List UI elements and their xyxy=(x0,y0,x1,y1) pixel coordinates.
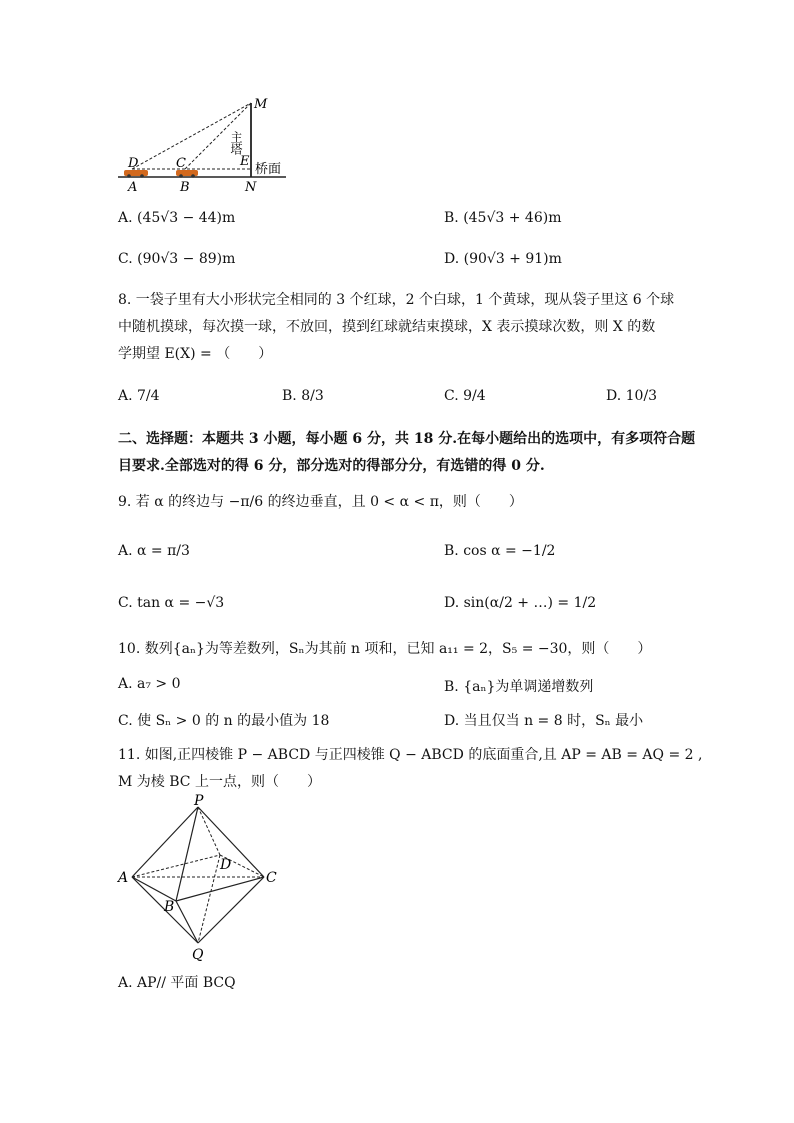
q8-option-b: B. 8/3 xyxy=(282,388,324,404)
label-tower: 主塔 xyxy=(229,131,243,155)
q10-option-b: B. {aₙ}为单调递增数列 xyxy=(444,679,594,695)
q9-option-c: C. tan α = −√3 xyxy=(118,595,225,611)
q10-option-c: C. 使 Sₙ > 0 的 n 的最小值为 18 xyxy=(118,713,330,729)
q10-stem: 10. 数列{aₙ}为等差数列，Sₙ为其前 n 项和，已知 a₁₁ = 2，S₅ = −30，则（ ） xyxy=(118,641,652,657)
q9-option-a: A. α = π/3 xyxy=(118,543,190,559)
q10-option-d: D. 当且仅当 n = 8 时，Sₙ 最小 xyxy=(444,713,644,729)
label-B: B xyxy=(164,899,175,915)
q8-option-a: A. 7/4 xyxy=(118,388,160,404)
q7-option-b: B. (45√3 + 46)m xyxy=(444,210,562,226)
q8-line-2: 中随机摸球，每次摸一球，不放回，摸到红球就结束摸球，X 表示摸球次数，则 X 的数 xyxy=(118,319,656,335)
q9-option-b: B. cos α = −1/2 xyxy=(444,543,556,559)
section-2-header-line-2: 目要求.全部选对的得 6 分，部分选对的得部分分，有选错的得 0 分. xyxy=(118,458,545,474)
q11-line-2: M 为棱 BC 上一点，则（ ） xyxy=(118,774,321,790)
q8-line-1: 8. 一袋子里有大小形状完全相同的 3 个红球，2 个白球，1 个黄球，现从袋子里这 6 个球 xyxy=(118,292,675,308)
bridge-tower-figure xyxy=(112,95,292,195)
q7-option-a: A. (45√3 − 44)m xyxy=(118,210,236,226)
label-C: C xyxy=(176,156,186,171)
label-B: B xyxy=(180,180,190,195)
label-M: M xyxy=(254,97,268,112)
label-A: A xyxy=(118,870,129,886)
label-C: C xyxy=(266,870,277,886)
q7-option-c: C. (90√3 − 89)m xyxy=(118,251,236,267)
label-bridge: 桥面 xyxy=(255,162,282,177)
section-2-header-line-1: 二、选择题：本题共 3 小题，每小题 6 分，共 18 分.在每小题给出的选项中，有多项符合题 xyxy=(118,431,696,447)
octahedron-figure xyxy=(112,793,292,965)
label-P: P xyxy=(194,793,204,809)
q8-option-d: D. 10/3 xyxy=(606,388,658,404)
q8-line-3: 学期望 E(X) = （ ） xyxy=(118,346,273,362)
label-D: D xyxy=(220,857,232,873)
q10-option-a: A. a₇ > 0 xyxy=(118,676,181,692)
label-A: A xyxy=(128,180,138,195)
q11-line-1: 11. 如图,正四棱锥 P − ABCD 与正四棱锥 Q − ABCD 的底面重合,且 AP = AB = AQ = 2 , xyxy=(118,747,703,763)
q11-option-a: A. AP// 平面 BCQ xyxy=(118,975,236,991)
label-E: E xyxy=(240,154,250,169)
q9-stem: 9. 若 α 的终边与 −π/6 的终边垂直，且 0 < α < π，则（ ） xyxy=(118,494,523,510)
q8-option-c: C. 9/4 xyxy=(444,388,486,404)
q7-option-d: D. (90√3 + 91)m xyxy=(444,251,562,267)
q9-option-d: D. sin(α/2 + …) = 1/2 xyxy=(444,595,597,611)
label-N: N xyxy=(245,180,257,195)
label-D: D xyxy=(128,156,139,171)
label-Q: Q xyxy=(192,947,204,963)
